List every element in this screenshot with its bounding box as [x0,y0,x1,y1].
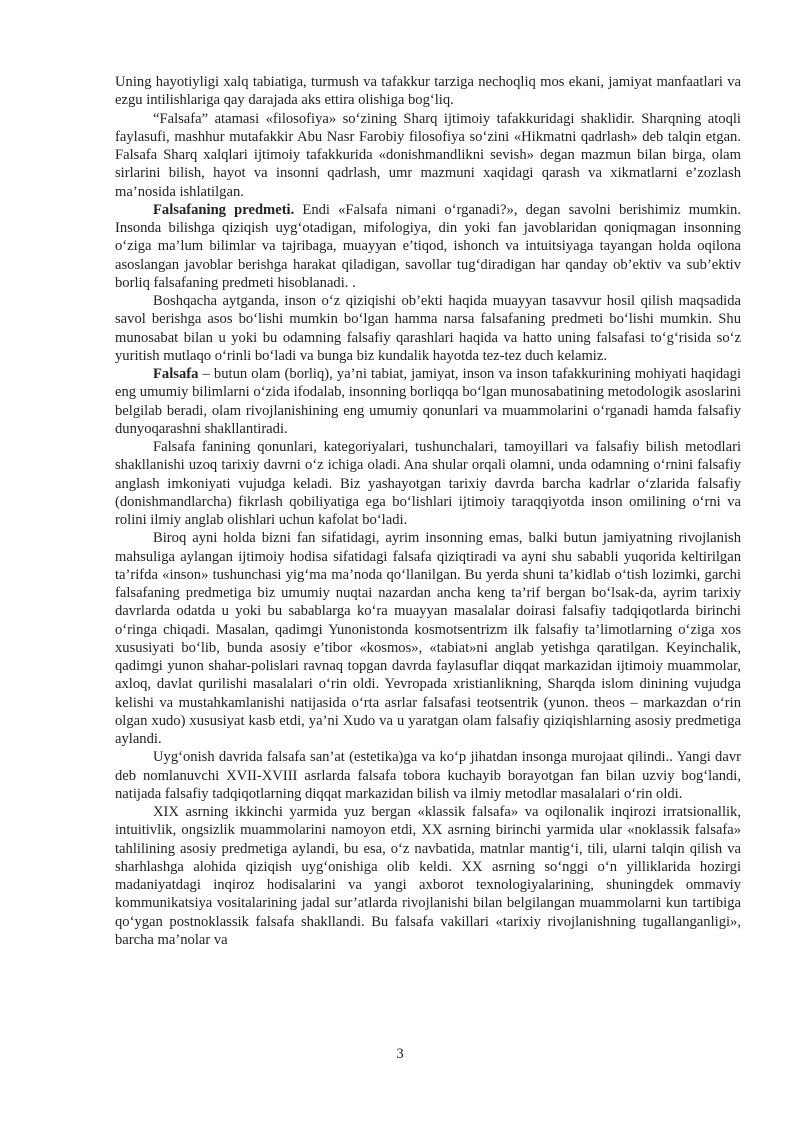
paragraph-text: Biroq ayni holda bizni fan sifatidagi, ayrim insonning emas, balki butun jamiyatning rivojlanish mahsuliga aylangan ijtimoiy hodisa sifatidagi falsafa qiziqtiradi va ayni shu sababli yuqorida keltirilgan ta’rifda «inson» tushunchasi yig‘ma ma’noda qo‘llanilgan. Bu yerda shuni ta’kidlab o‘tish lozimki, garchi falsafaning predmetiga biz umumiy nuqtai nazardan ancha keng ta’rif bergan bo‘lsak-da, ayrim tarixiy davrlarda odatda u yoki bu sabablarga ko‘ra muayyan masalalar doirasi falsafiy tadqiqotlarda birinchi o‘ringa chiqadi. Masalan, qadimgi Yunonistonda kosmotsentrizm ilk falsafiy ta’limotlarning o‘ziga xos xususiyati bo‘lib, bunda asosiy e’tibor «kosmos», «tabiat»ni anglab yetishga qaratilgan. Keyinchalik, qadimgi yunon shahar-polislari ravnaq topgan davrda faylasuflar diqqat markazidan ijtimoiy muammolar, axloq, davlat qurilishi masalalari o‘rin oldi. Yevropada xristianlikning, Sharqda islom dinining vujudga kelishi va mustahkamlanishi natijasida o‘rta asrlar falsafasi teotsentrik (yunon. theos – markazdan o‘rin olgan xudo) xususiyat kasb etdi, ya’ni Xudo va u yaratgan olam falsafiy qiziqishlarning asosiy predmetiga aylandi. [115,530,741,747]
paragraph-text: Falsafa fanining qonunlari, kategoriyalari, tushunchalari, tamoyillari va falsafiy bilish metodlari shakllanishi uzoq tarixiy davrni o‘z ichiga oladi. Ana shular orqali olamni, unda odamning o‘rnini falsafiy anglash imkoniyati vujudga keladi. Biz yashayotgan tarixiy davrda barcha kadrlar o‘zlarida falsafiy (donishmandlarcha) fikrlash qobiliyatiga ega bo‘lishlari ijtimoiy taraqqiyotda inson omilining o‘rni va rolini ilmiy anglab olishlari uchun kafolat bo‘ladi. [115,439,741,528]
paragraph [115,748,741,803]
paragraph-bold-lead: Falsafa [153,366,199,382]
page-number: 3 [396,1046,404,1062]
paragraph [115,110,741,201]
paragraph-text: Uning hayotiyligi xalq tabiatiga, turmush va tafakkur tarziga nechoqliq mos ekani, jamiyat manfaatlari va ezgu intilishlariga qay darajada aks ettira olishiga bog‘liq. [115,74,741,109]
paragraph-text: “Falsafa” atamasi «filosofiya» so‘zining Sharq ijtimoiy tafakkuridagi shaklidir. Sharqning atoqli faylasufi, mashhur mutafakkir Abu Nasr Farobiy filosofiya so‘zini «Hikmatni qadrlash» deb talqin etgan. Falsafa Sharq xalqlari ijtimoiy tafakkurida «donishmandlikni sevish» degan mazmun bilan birga, olam sirlarini bilish, hayot va insonni qadrlash, umr mazmuni xaqidagi qarash va xikmatlarni e’zozlash ma’nosida ishlatilgan. [115,110,741,200]
paragraph [115,201,741,292]
paragraph-text: – butun olam (borliq), ya’ni tabiat, jamiyat, inson va inson tafakkurining mohiyati haqidagi eng umumiy bilimlarni o‘zida ifodalab, insonning borliqqa bo‘lgan munosabatining metodologik asoslarini belgilab beradi, olam rivojlanishining eng umumiy qonunlari va muammolarini o‘rganadi hamda falsafiy dunyoqarashni shakllantiradi. [115,366,741,437]
paragraph [115,438,741,529]
paragraph-text: Endi «Falsafa nimani o‘rganadi?», degan savolni berishimiz mumkin. Insonda bilishga qiziqish uyg‘otadigan, mifologiya, din yoki fan javoblaridan qoniqmagan insonning o‘ziga ma’lum bilimlar va tajribaga, muayyan e’tiqod, ishonch va intuitsiyaga tayangan holda oqilona asoslangan javoblar berishga harakat qiladigan, savollar tug‘diradigan har qanday ob’ektiv va sub’ektiv borliq falsafaning predmeti hisoblanadi. . [115,201,741,291]
paragraph-text: XIX asrning ikkinchi yarmida yuz bergan «klassik falsafa» va oqilonalik inqirozi irratsionallik, intuitivlik, ongsizlik muammolarini namoyon etdi, XX asrning birinchi yarmida ular «noklassik falsafa» tahlilining asosiy predmetiga aylandi, bu esa, o‘z navbatida, matnlar mantig‘i, tili, ularni talqin qilish va sharhlashga alohida qiziqish uyg‘onishiga olib keldi. XX asrning so‘nggi o‘n yilliklarida hozirgi madaniyatdagi inqiroz hodisalarini va yangi axborot texnologiyalarining, shuningdek ommaviy kommunikatsiya vositalarining jadal sur’atlarda rivojlanishi bilan belgilangan muammolarni kun tartibiga qo‘ygan postnoklassik falsafa shakllandi. Bu falsafa vakillari «tarixiy rivojlanishning tugallanganligi», barcha ma’nolar va [115,804,741,948]
paragraph [115,73,741,110]
paragraph-bold-lead: Falsafaning predmeti. [153,201,295,218]
paragraph [115,529,741,748]
paragraph [115,365,741,438]
paragraph [115,292,741,365]
paragraph [115,803,741,949]
document-body [115,73,741,949]
paragraph-text: Uyg‘onish davrida falsafa san’at (estetika)ga va ko‘p jihatdan insonga murojaat qilindi.. Yangi davr deb nomlanuvchi XVII-XVIII asrlarda falsafa tobora kuchayib borayotgan fan bilan uzviy bog‘landi, natijada falsafiy tadqiqotlarning diqqat markazidan bilish va ilmiy metodlar masalalari o‘rin oldi. [115,749,741,802]
paragraph-text: Boshqacha aytganda, inson o‘z qiziqishi ob’ekti haqida muayyan tasavvur hosil qilish maqsadida savol berishga asos bo‘lishi mumkin bo‘lgan hamma narsa falsafaning predmeti bo‘lishi mumkin. Shu munosabat bilan u yoki bu odamning falsafiy qarashlari haqida va hatto uning falsafasi to‘g‘risida so‘z yuritish mutlaqo o‘rinli bo‘ladi va bunga biz kundalik hayotda tez-tez duch kelamiz. [115,293,741,364]
